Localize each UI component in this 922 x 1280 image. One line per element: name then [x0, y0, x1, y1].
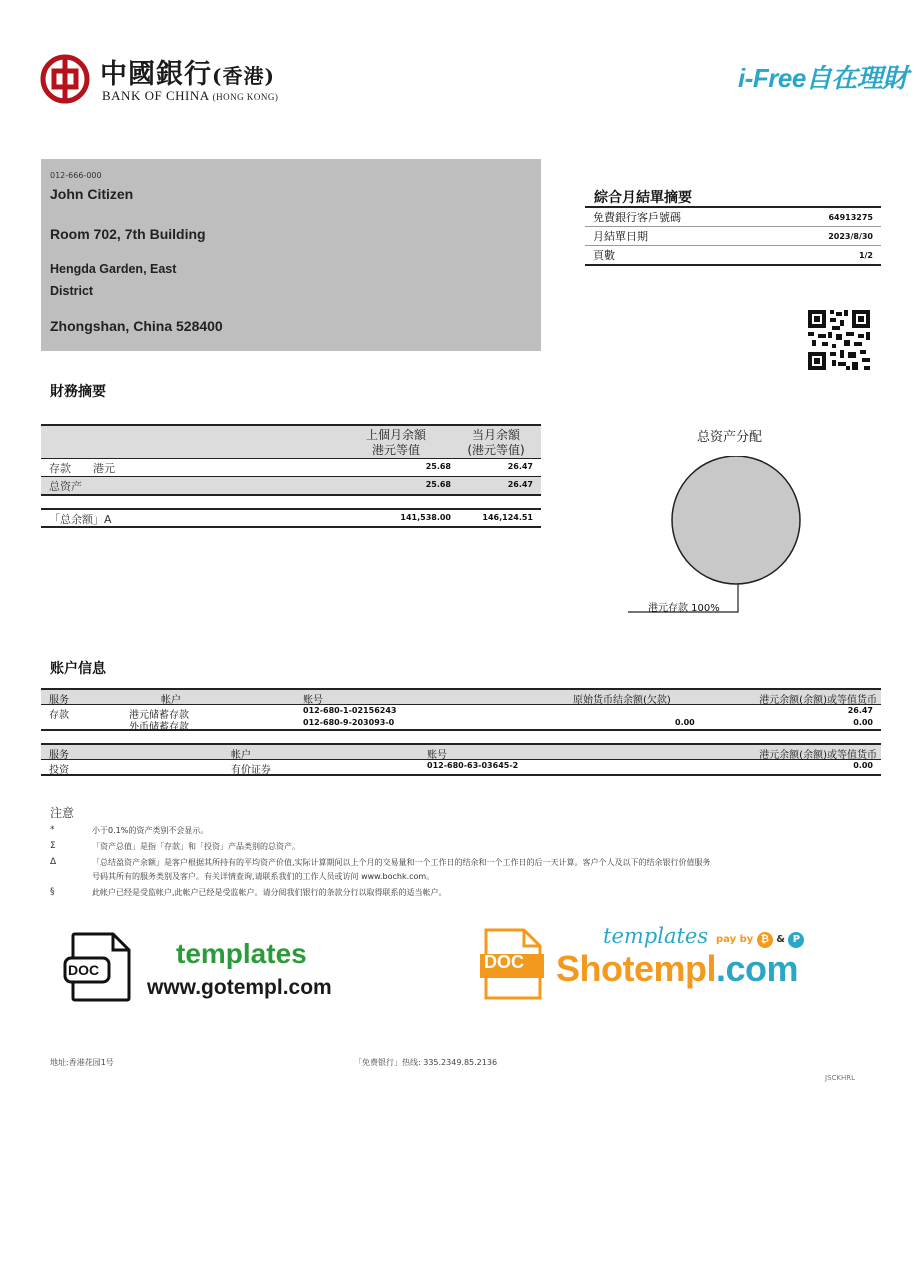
- note-item: * 小于0.1%的资产类别不会显示。: [50, 825, 209, 835]
- summary-title: 綜合月結單摘要: [594, 190, 692, 206]
- summary-row: 免費銀行客戶號碼 64913275: [593, 211, 873, 224]
- address-box: [41, 159, 541, 351]
- address-line-4: Zhongshan, China 528400: [50, 318, 223, 334]
- pie-slice: [672, 456, 800, 584]
- accounts-table-2: [41, 743, 881, 776]
- address-line-1: Room 702, 7th Building: [50, 226, 206, 242]
- address-ref: 012-666-000: [50, 171, 102, 180]
- watermark-url: www.gotempl.com: [147, 976, 332, 999]
- col-prev-header: 上個月余額 港元等值: [365, 428, 426, 457]
- ifree-logo: [736, 58, 908, 110]
- doc-label: DOC: [68, 962, 100, 978]
- qr-code-icon: [808, 310, 870, 370]
- financial-title: 財務摘要: [50, 384, 106, 400]
- payby: pay by ₿ & P: [716, 932, 804, 948]
- doc-orange-label: DOC: [484, 952, 524, 972]
- allocation-pie-chart: [620, 456, 820, 616]
- accounts-table-1: [41, 688, 881, 731]
- paypal-icon: P: [788, 932, 804, 948]
- footer-code: JSCKHRL: [825, 1074, 856, 1082]
- bank-name-en: BANK OF CHINA (HONG KONG): [102, 88, 279, 103]
- address-line-3: District: [50, 284, 94, 298]
- note-item: § 此帐户已经是受监帐户,此帐户已经是受监帐户。请分阅我们银行的条款分行以取得联系的适当帐户。: [50, 887, 447, 897]
- footer-hotline: 「免费银行」热线: 335.2349.85.2136: [354, 1058, 498, 1067]
- watermark-brand: Shotempl.com: [556, 948, 799, 989]
- summary-table: [585, 206, 881, 266]
- ifree-logo-text: i-Free自在理財: [738, 63, 908, 93]
- table-row: 存款 港元储蓄存款 012-680-1-02156243 26.47: [49, 706, 873, 721]
- address-line-2: Hengda Garden, East: [50, 262, 177, 276]
- table-row: 总资产 25.68 26.47: [41, 477, 541, 496]
- financial-header: [41, 424, 541, 459]
- customer-name: John Citizen: [50, 186, 134, 202]
- note-item: 号码其所有的服务类别及客户。有关详情查询,请联系我们的工作人员或访问 www.bochk.com。: [92, 872, 435, 881]
- summary-row: 頁數 1/2: [585, 245, 881, 264]
- pie-label: 港元存款 100%: [648, 603, 720, 614]
- accounts-title: 账户信息: [50, 661, 106, 677]
- bitcoin-icon: ₿: [757, 932, 773, 948]
- table-row: 投资 有价证券 012-680-63-03645-2 0.00: [41, 760, 881, 776]
- notes-title: 注意: [50, 806, 75, 820]
- notes-section: [50, 804, 711, 903]
- note-item: Δ 「总结盈资产余额」是客户根据其所持有的平均资产价值,实际计算期间以上个月的交易量和一个工作日的结余和一个工作日的后一天计算。客户个人及以下的结余银行价值服务: [50, 857, 711, 867]
- table-header: 服务 帐户 账号 港元余额(余额)或等值货币: [41, 743, 881, 760]
- summary-row: 月結單日期 2023/8/30: [585, 226, 881, 245]
- table-row: 存款 港元 25.68 26.47: [41, 459, 541, 477]
- footer-address: 地址:香港花园1号: [50, 1058, 114, 1067]
- table-row: 外币储蓄存款 012-680-9-203093-0 0.00 0.00: [41, 717, 881, 731]
- financial-table: [41, 424, 541, 528]
- table-row: 「总余额」A 141,538.00 146,124.51: [41, 508, 541, 528]
- allocation-title: 总资产分配: [697, 430, 763, 445]
- watermark-title: templates: [176, 938, 307, 969]
- bank-logo-icon: [40, 54, 90, 104]
- bank-name-cn: 中國銀行(香港): [100, 59, 275, 90]
- note-item: Σ 「资产总值」是指「存款」和「投资」产品类别的总资产。: [50, 841, 300, 851]
- table-header: 服务 帐户 账号 原始货币结余额(欠款) 港元余额(余额)或等值货币: [41, 688, 881, 705]
- watermark-script: templates: [603, 924, 709, 948]
- col-curr-header: 当月余額 (港元等值): [467, 428, 525, 457]
